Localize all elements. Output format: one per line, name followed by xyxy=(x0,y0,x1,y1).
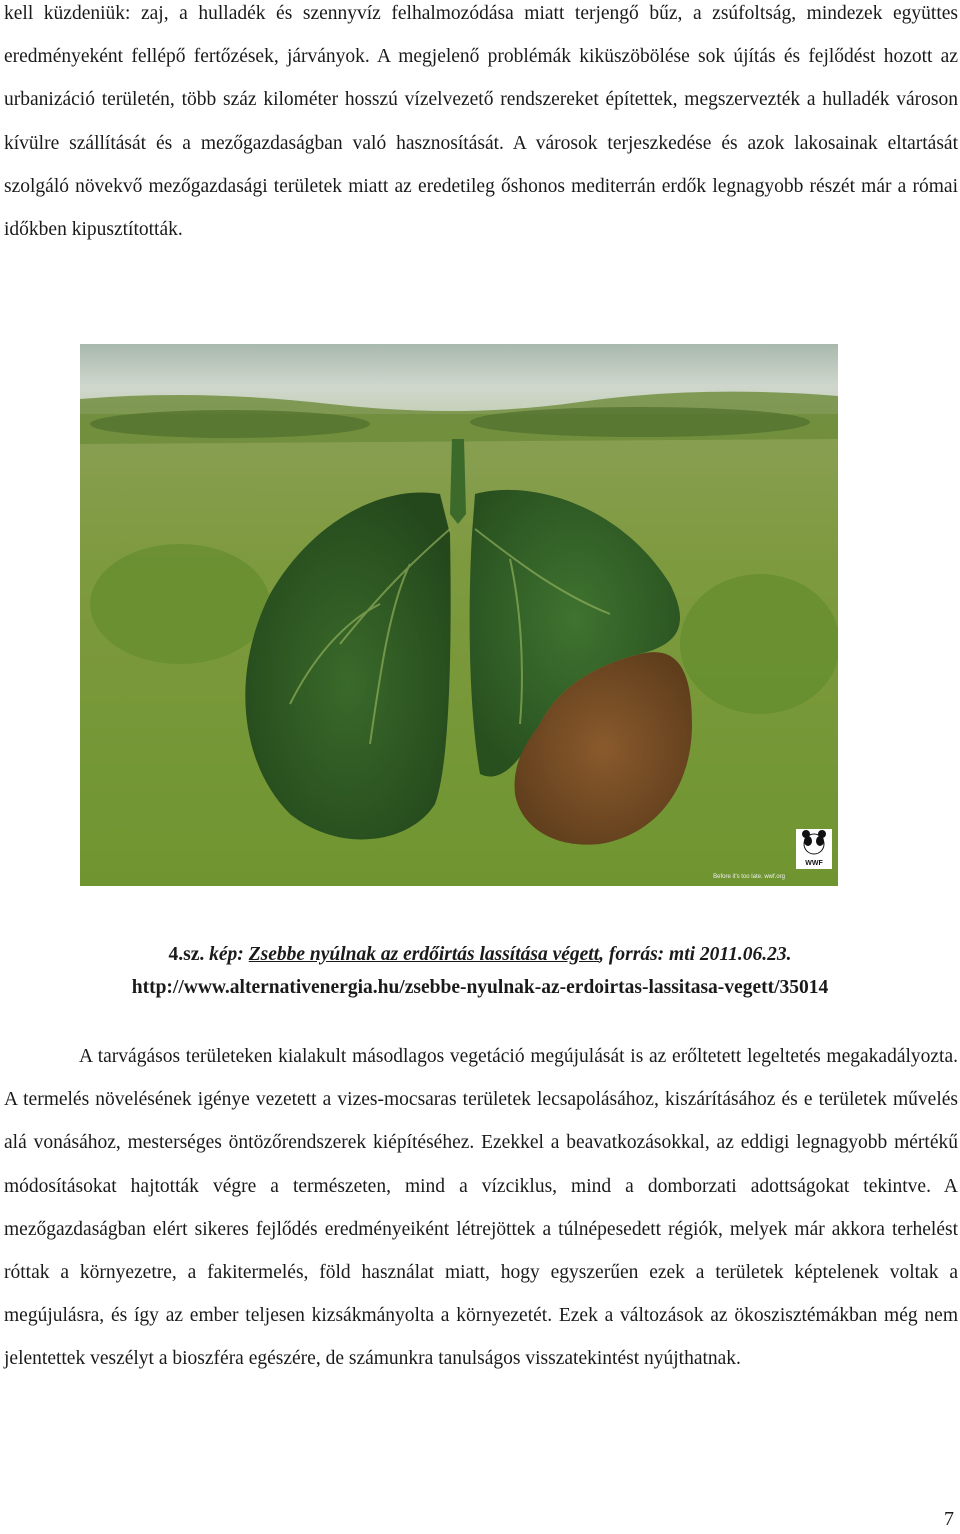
caption-url[interactable]: http://www.alternativenergia.hu/zsebbe-nyulnak-az-erdoirtas-lassitasa-vegett/35014 xyxy=(131,977,829,998)
figure-caption xyxy=(0,944,960,966)
wwf-logo-text: WWF xyxy=(805,860,823,867)
photo-watermark: Before it's too late. wwf.org xyxy=(713,874,785,880)
body-paragraph-1: kell küzdeniük: zaj, a hulladék és szennyvíz felhalmozódása miatt terjengő bűz, a zsúfoltság, mindezek együttes eredményeként fellépő fertőzések, járványok. A megjelenő problémák kiküszöbölése sok újítás és fejlődést hozott az urbanizáció területén, több száz kilométer hosszú vízelvezető rendszereket építettek, megszervezték a hulladék városon kívülre szállítását és a mezőgazdaságban való hasznosítását. A városok terjeszkedése és azok lakosainak eltartását szolgáló növekvő mezőgazdasági területek miatt az eredetileg őshonos mediterrán erdők legnagyobb részét már a római időkben kipusztították. xyxy=(4,3,958,241)
caption-label: kép: xyxy=(209,944,244,965)
page-number: 7 xyxy=(944,1508,954,1530)
lungs-forest-photo xyxy=(80,344,838,886)
body-paragraph-2: A tarvágásos területeken kialakult másodlagos vegetáció megújulását is az erőltetett legeltetés megakadályozta. A termelés növelésének igénye vezetett a vizes-mocsaras területek lecsapolásához, kiszárításához és e területek művelés alá vonásához, mesterséges öntözőrendszerek kiépítéséhez. Ezekkel a beavatkozásokkal, az eddigi legnagyobb mértékű módosításokat hajtották végre a természeten, mind a vízciklus, mind a domborzati adottságokat tekintve. A mezőgazdaságban elért sikeres fejlődés eredményeiként létrejöttek a túlnépesedett régiók, melyek már akkora terhelést róttak a környezetre, a fakitermelés, föld használat miatt, hogy egyszerűen ezek a területek képtelenek voltak a megújulásra, és így az ember teljesen kizsákmányolta a környezetét. Ezek a változások az ökoszisztémákban még nem jelentettek veszélyt a bioszféra egészére, de számunkra tanulságos visszatekintést nyújthatnak. xyxy=(4,1046,958,1370)
caption-title-link[interactable]: Zsebbe nyúlnak az erdőirtás lassítása végett xyxy=(248,944,600,965)
caption-source: , forrás: mti 2011.06.23. xyxy=(599,944,792,965)
caption-number: 4.sz. xyxy=(168,944,205,965)
